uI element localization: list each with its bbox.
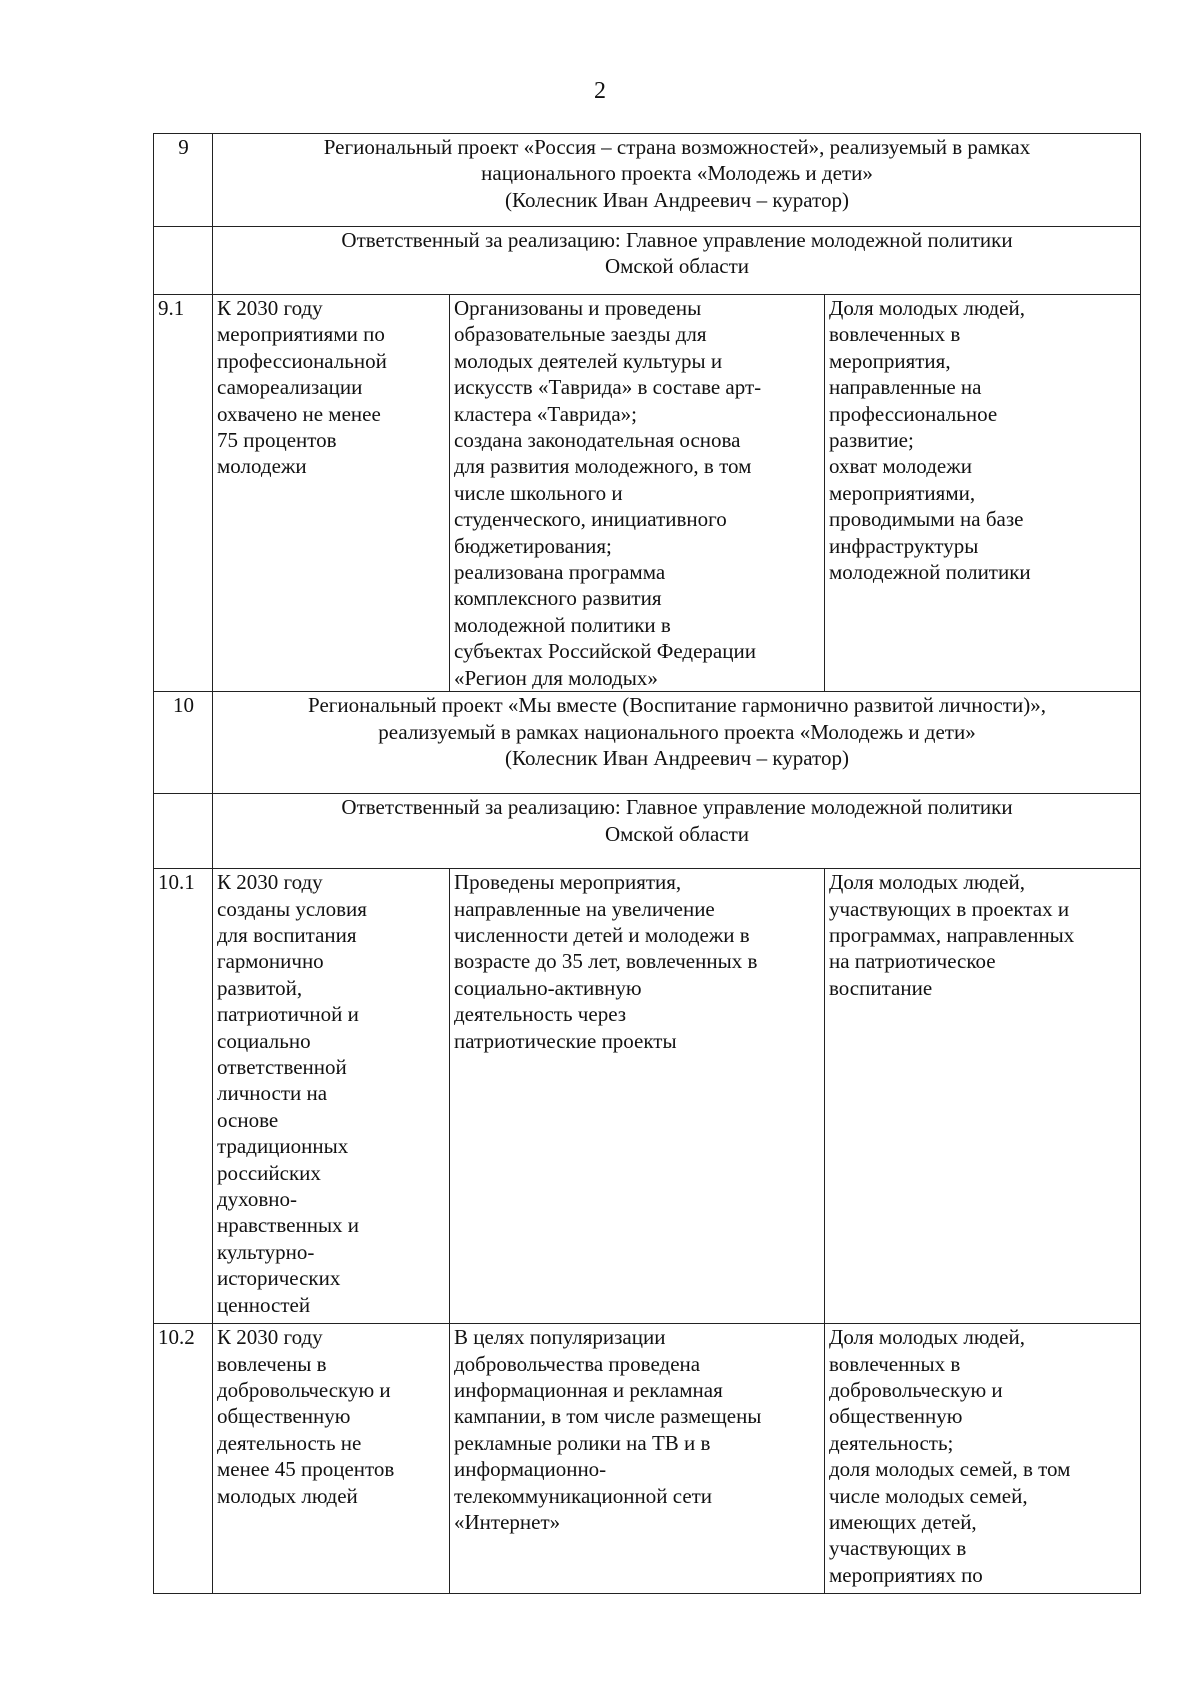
indicators-cell — [825, 295, 1141, 692]
results-cell — [450, 869, 825, 1324]
project-title-line: (Колесник Иван Андреевич – куратор) — [505, 745, 849, 770]
empty-number-cell — [154, 794, 213, 869]
responsible-row — [154, 227, 1141, 295]
project-title — [213, 134, 1141, 227]
indicators-text: Доля молодых людей, участвующих в проектах и программах, направленных на патриотическое воспитание — [829, 870, 1075, 1000]
project-title-line: (Колесник Иван Андреевич – куратор) — [505, 187, 849, 212]
responsible-line: Омской области — [604, 821, 750, 846]
goal-cell — [213, 295, 450, 692]
indicators-text: Доля молодых людей, вовлеченных в добровольческую и общественную деятельность; доля молодых семей, в том числе молодых семей, имеющих детей, участвующих в мероприятиях по — [829, 1325, 1071, 1587]
goal-text: К 2030 году вовлечены в добровольческую и общественную деятельность не менее 45 процентов молодых людей — [217, 1325, 395, 1508]
section-header-row — [154, 692, 1141, 794]
responsible-row — [154, 794, 1141, 869]
project-title — [213, 692, 1141, 794]
empty-number-cell — [154, 227, 213, 295]
results-text: Организованы и проведены образовательные заезды для молодых деятелей культуры и искусств «Таврида» в составе арт- кластера «Таврида»; создана законодательная основа для развития молодежного, в том числе школьного и студенческого, инициативного бюджетирования; реализована программа комплексного развития молодежной политики в субъектах Российской Федерации «Регион для молодых» — [454, 296, 762, 690]
indicators-text: Доля молодых людей, вовлеченных в мероприятия, направленные на профессиональное развитие; охват молодежи мероприятиями, проводимыми на базе инфраструктуры молодежной политики — [829, 296, 1031, 585]
project-title-line: Региональный проект «Мы вместе (Воспитание гармонично развитой личности)», — [308, 693, 1046, 718]
responsible-line: Ответственный за реализацию: Главное управление молодежной политики — [341, 795, 1013, 820]
responsible-line: Омской области — [604, 254, 750, 279]
results-text: В целях популяризации добровольчества проведена информационная и рекламная кампании, в том числе размещены рекламные ролики на ТВ и в информационно- телекоммуникационной сети «Интернет» — [454, 1325, 762, 1534]
page-number: 2 — [594, 78, 606, 104]
row-number: 10.1 — [154, 869, 213, 1324]
row-number: 9.1 — [154, 295, 213, 692]
section-number: 9 — [154, 134, 213, 227]
project-title-line: национального проекта «Молодежь и дети» — [481, 161, 873, 186]
document-table — [153, 133, 1141, 1594]
table-row — [154, 1324, 1141, 1594]
goal-text: К 2030 году мероприятиями по профессиональной самореализации охвачено не менее 75 процентов молодежи — [217, 296, 387, 479]
responsible-text — [213, 227, 1141, 295]
goal-cell — [213, 1324, 450, 1594]
results-text: Проведены мероприятия, направленные на увеличение численности детей и молодежи в возрасте до 35 лет, вовлеченных в социально-активную деятельность через патриотические проекты — [454, 870, 758, 1053]
goal-cell — [213, 869, 450, 1324]
goal-text: К 2030 году созданы условия для воспитания гармонично развитой, патриотичной и социально ответственной личности на основе традиционных российских духовно- нравственных и культурно- исторических ценностей — [217, 870, 367, 1317]
table-row — [154, 295, 1141, 692]
indicators-cell — [825, 1324, 1141, 1594]
row-number: 10.2 — [154, 1324, 213, 1594]
section-number: 10 — [154, 692, 213, 794]
results-cell — [450, 295, 825, 692]
project-title-line: Региональный проект «Россия – страна возможностей», реализуемый в рамках — [323, 135, 1031, 159]
responsible-text — [213, 794, 1141, 869]
results-cell — [450, 1324, 825, 1594]
project-title-line: реализуемый в рамках национального проекта «Молодежь и дети» — [378, 719, 976, 744]
table-row — [154, 869, 1141, 1324]
responsible-line: Ответственный за реализацию: Главное управление молодежной политики — [341, 228, 1013, 252]
section-header-row — [154, 134, 1141, 227]
indicators-cell — [825, 869, 1141, 1324]
